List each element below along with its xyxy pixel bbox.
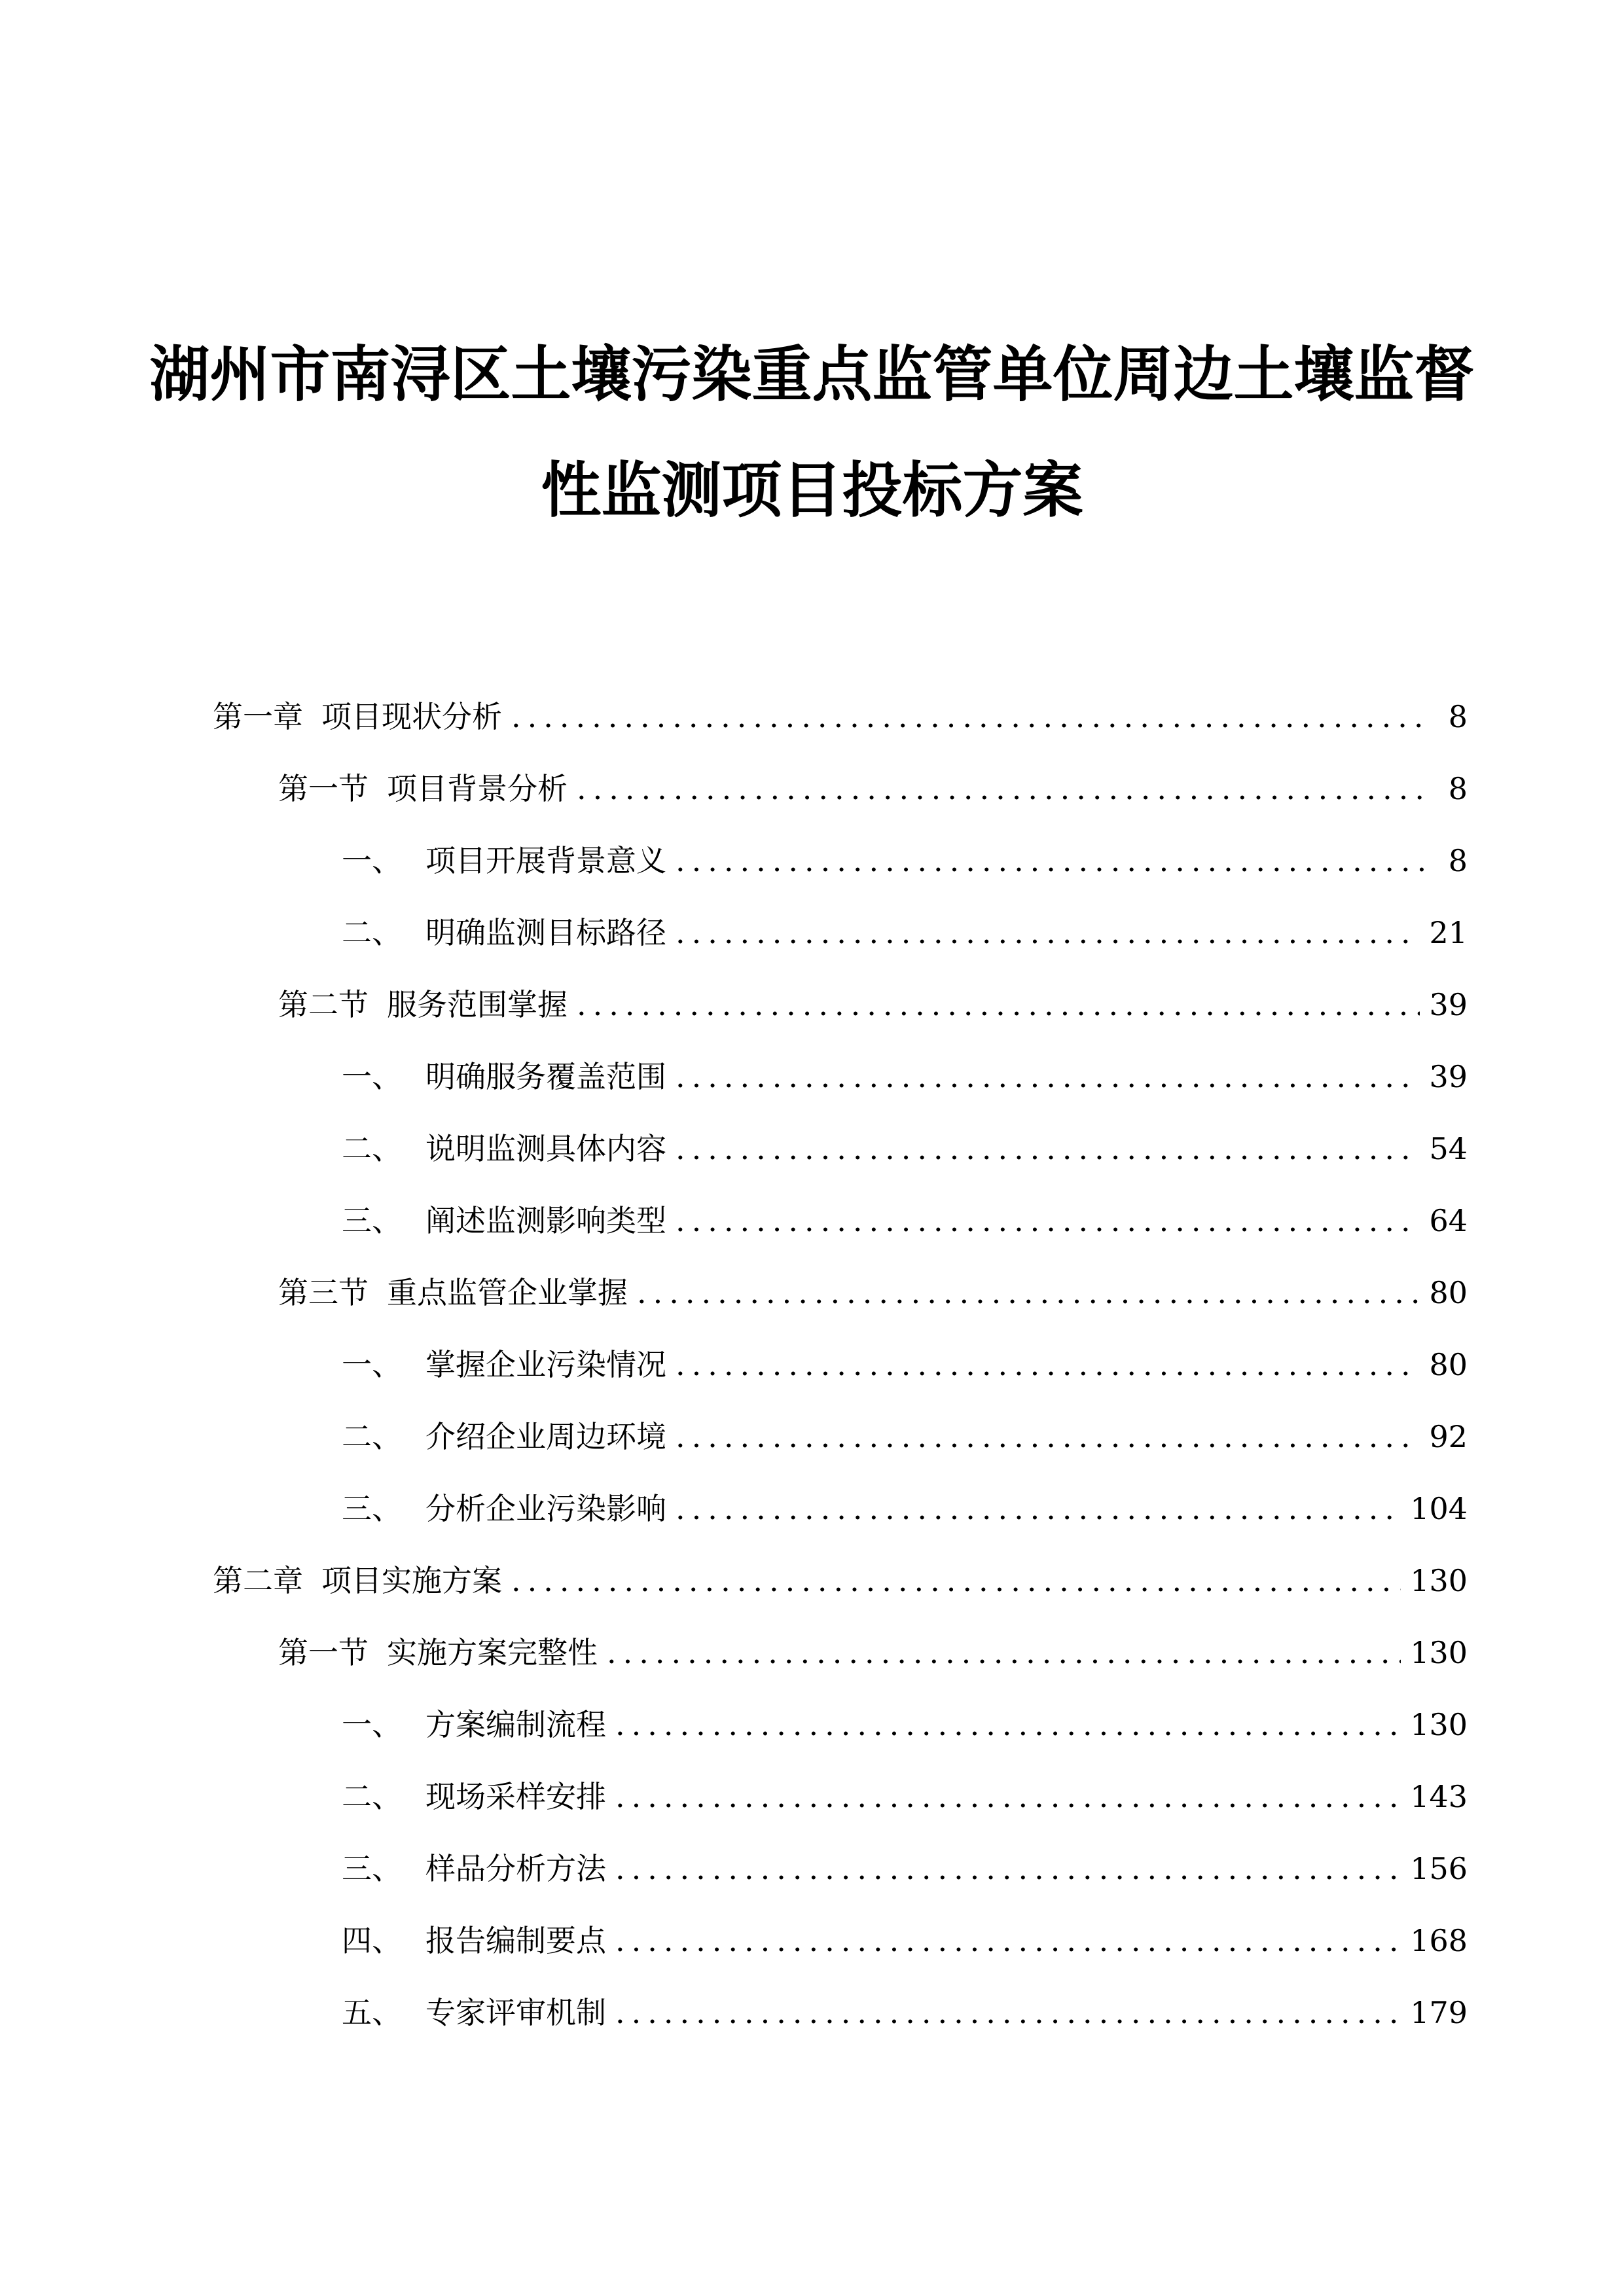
toc-entry-number: 第一节	[278, 771, 369, 806]
toc-entry-label: 项目开展背景意义	[425, 843, 666, 878]
toc-entry-subsection[interactable]	[342, 910, 1468, 956]
toc-entry-number: 二、	[342, 1419, 402, 1454]
toc-leader-dots	[676, 1342, 1420, 1388]
toc-entry-subsection[interactable]	[342, 1846, 1468, 1892]
toc-entry-number: 一、	[342, 1707, 402, 1742]
toc-entry-label: 方案编制流程	[425, 1707, 606, 1742]
toc-entry-number: 第一章	[213, 699, 303, 734]
toc-entry-chapter[interactable]	[213, 1558, 1468, 1604]
toc-leader-dots	[511, 1558, 1401, 1604]
toc-entry-page: 156	[1410, 1851, 1468, 1886]
toc-entry-page: 80	[1429, 1275, 1468, 1310]
toc-entry-label: 服务范围掌握	[387, 987, 568, 1022]
toc-leader-dots	[615, 1918, 1401, 1964]
toc-entry-page: 104	[1410, 1491, 1468, 1526]
toc-leader-dots	[615, 1990, 1401, 2036]
toc-entry-subsection[interactable]	[342, 1774, 1468, 1820]
toc-entry-subsection[interactable]	[342, 1054, 1468, 1100]
toc-entry-label: 项目实施方案	[321, 1563, 502, 1598]
toc-entry-number: 一、	[342, 843, 402, 878]
toc-entry-number: 三、	[342, 1491, 402, 1526]
toc-entry-page: 54	[1429, 1131, 1468, 1166]
toc-entry-label: 说明监测具体内容	[425, 1131, 666, 1166]
toc-entry-page: 21	[1429, 915, 1468, 950]
toc-entry-number: 第一节	[278, 1635, 369, 1670]
toc-entry-subsection[interactable]	[342, 1918, 1468, 1964]
toc-entry-label: 报告编制要点	[425, 1923, 606, 1958]
toc-entry-label: 专家评审机制	[425, 1995, 606, 2030]
toc-entry-number: 第二节	[278, 987, 369, 1022]
toc-entry-page: 8	[1448, 771, 1468, 806]
toc-entry-number: 二、	[342, 915, 402, 950]
toc-entry-number: 一、	[342, 1059, 402, 1094]
toc-entry-number: 一、	[342, 1347, 402, 1382]
toc-entry-subsection[interactable]	[342, 1990, 1468, 2036]
toc-entry-page: 130	[1410, 1707, 1468, 1742]
toc-leader-dots	[676, 1054, 1420, 1100]
toc-leader-dots	[676, 1414, 1420, 1460]
toc-entry-label: 介绍企业周边环境	[425, 1419, 666, 1454]
toc-entry-number: 三、	[342, 1851, 402, 1886]
toc-entry-page: 64	[1429, 1203, 1468, 1238]
toc-entry-number: 四、	[342, 1923, 402, 1958]
toc-entry-subsection[interactable]	[342, 1702, 1468, 1748]
toc-entry-label: 分析企业污染影响	[425, 1491, 666, 1526]
toc-entry-label: 重点监管企业掌握	[387, 1275, 628, 1310]
toc-entry-section[interactable]	[278, 1270, 1468, 1316]
toc-entry-label: 样品分析方法	[425, 1851, 606, 1886]
toc-entry-page: 143	[1410, 1779, 1468, 1814]
toc-leader-dots	[676, 1198, 1420, 1244]
toc-leader-dots	[676, 838, 1432, 884]
toc-entry-page: 179	[1410, 1995, 1468, 2030]
toc-leader-dots	[511, 694, 1432, 740]
toc-entry-label: 项目背景分析	[387, 771, 568, 806]
toc-entry-number: 第二章	[213, 1563, 303, 1598]
toc-entry-page: 8	[1448, 699, 1468, 734]
toc-entry-page: 130	[1410, 1563, 1468, 1598]
document-title-line-2: 性监测项目投标方案	[541, 456, 1083, 526]
toc-entry-page: 8	[1448, 843, 1468, 878]
toc-leader-dots	[676, 1486, 1401, 1532]
toc-entry-subsection[interactable]	[342, 838, 1468, 884]
toc-leader-dots	[577, 982, 1420, 1028]
toc-entry-number: 三、	[342, 1203, 402, 1238]
toc-entry-subsection[interactable]	[342, 1198, 1468, 1244]
toc-leader-dots	[637, 1270, 1420, 1316]
toc-entry-section[interactable]	[278, 982, 1468, 1028]
toc-entry-label: 项目现状分析	[321, 699, 502, 734]
toc-leader-dots	[615, 1774, 1401, 1820]
toc-leader-dots	[676, 1126, 1420, 1172]
toc-entry-section[interactable]	[278, 1630, 1468, 1676]
toc-entry-label: 掌握企业污染情况	[425, 1347, 666, 1382]
toc-entry-page: 80	[1429, 1347, 1468, 1382]
toc-entry-number: 五、	[342, 1995, 402, 2030]
toc-entry-label: 明确监测目标路径	[425, 915, 666, 950]
toc-entry-page: 39	[1429, 1059, 1468, 1094]
toc-entry-page: 39	[1429, 987, 1468, 1022]
document-title-line-1: 湖州市南浔区土壤污染重点监管单位周边土壤监督	[149, 340, 1475, 410]
toc-entry-subsection[interactable]	[342, 1342, 1468, 1388]
toc-entry-page: 168	[1410, 1923, 1468, 1958]
toc-entry-subsection[interactable]	[342, 1486, 1468, 1532]
toc-entry-subsection[interactable]	[342, 1414, 1468, 1460]
toc-entry-page: 92	[1429, 1419, 1468, 1454]
toc-entry-subsection[interactable]	[342, 1126, 1468, 1172]
toc-leader-dots	[615, 1702, 1401, 1748]
toc-entry-label: 现场采样安排	[425, 1779, 606, 1814]
toc-entry-number: 二、	[342, 1779, 402, 1814]
toc-leader-dots	[615, 1846, 1401, 1892]
toc-entry-chapter[interactable]	[213, 694, 1468, 740]
toc-leader-dots	[607, 1630, 1401, 1676]
toc-entry-label: 阐述监测影响类型	[425, 1203, 666, 1238]
toc-entry-page: 130	[1410, 1635, 1468, 1670]
toc-entry-number: 二、	[342, 1131, 402, 1166]
toc-entry-section[interactable]	[278, 766, 1468, 812]
toc-entry-label: 明确服务覆盖范围	[425, 1059, 666, 1094]
toc-entry-number: 第三节	[278, 1275, 369, 1310]
toc-leader-dots	[676, 910, 1420, 956]
toc-entry-label: 实施方案完整性	[387, 1635, 598, 1670]
toc-leader-dots	[577, 766, 1432, 812]
